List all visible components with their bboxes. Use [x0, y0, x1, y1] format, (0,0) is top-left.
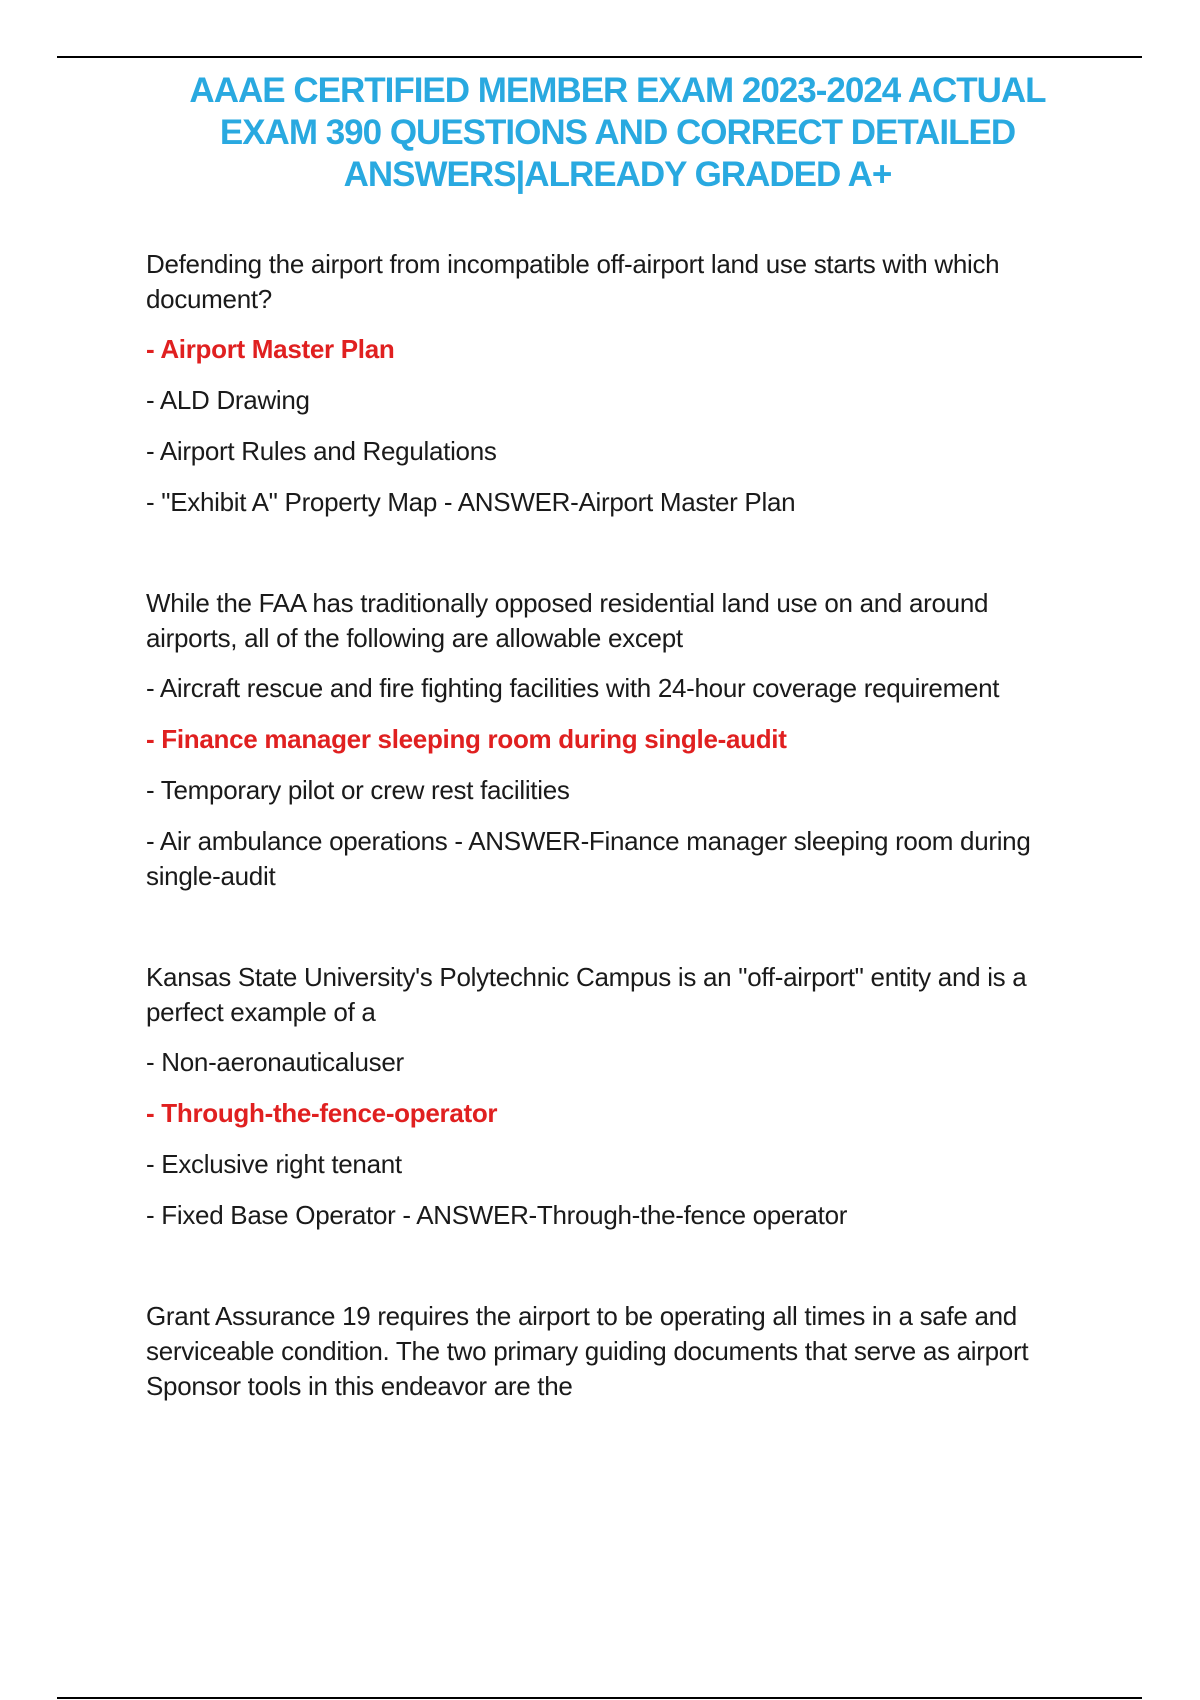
title-line-1: AAAE CERTIFIED MEMBER EXAM 2023-2024 ACTUAL: [189, 71, 1046, 110]
option: - ALD Drawing: [146, 385, 310, 415]
option: - Temporary pilot or crew rest facilities: [146, 775, 570, 805]
option-with-answer: - Fixed Base Operator - ANSWER-Through-the-fence operator: [146, 1200, 848, 1230]
option-correct: - Airport Master Plan: [146, 334, 395, 364]
question-text: Grant Assurance 19 requires the airport to be operating all times in a safe and serviceable condition. The two primary guiding documents that serve as airport Sponsor tools in this endeavor are the: [146, 1301, 1029, 1401]
option: - Non-aeronauticaluser: [146, 1047, 404, 1077]
question-list: [146, 247, 1086, 1419]
question-block-3: [146, 960, 1086, 1233]
option-correct: - Finance manager sleeping room during single-audit: [146, 724, 787, 754]
option-with-answer: - Air ambulance operations - ANSWER-Finance manager sleeping room during single-audit: [146, 826, 1031, 891]
document-title: [140, 70, 1095, 196]
option-correct: - Through-the-fence-operator: [146, 1098, 498, 1128]
question-text: Kansas State University's Polytechnic Campus is an "off-airport" entity and is a perfect example of a: [146, 962, 1027, 1027]
question-text: While the FAA has traditionally opposed residential land use on and around airports, all of the following are allowable except: [146, 588, 989, 653]
bottom-rule: [57, 1697, 1142, 1699]
option: - Exclusive right tenant: [146, 1149, 402, 1179]
question-block-2: [146, 586, 1086, 894]
question-text: Defending the airport from incompatible off-airport land use starts with which document?: [146, 249, 1000, 314]
title-line-3: ANSWERS|ALREADY GRADED A+: [343, 155, 892, 194]
question-block-4: [146, 1299, 1086, 1404]
option: - Aircraft rescue and fire fighting facilities with 24-hour coverage requirement: [146, 673, 1000, 703]
option: - Airport Rules and Regulations: [146, 436, 497, 466]
top-rule: [57, 56, 1142, 58]
question-block-1: [146, 247, 1086, 520]
option-with-answer: - "Exhibit A" Property Map - ANSWER-Airport Master Plan: [146, 487, 796, 517]
title-line-2: EXAM 390 QUESTIONS AND CORRECT DETAILED: [219, 113, 1016, 152]
